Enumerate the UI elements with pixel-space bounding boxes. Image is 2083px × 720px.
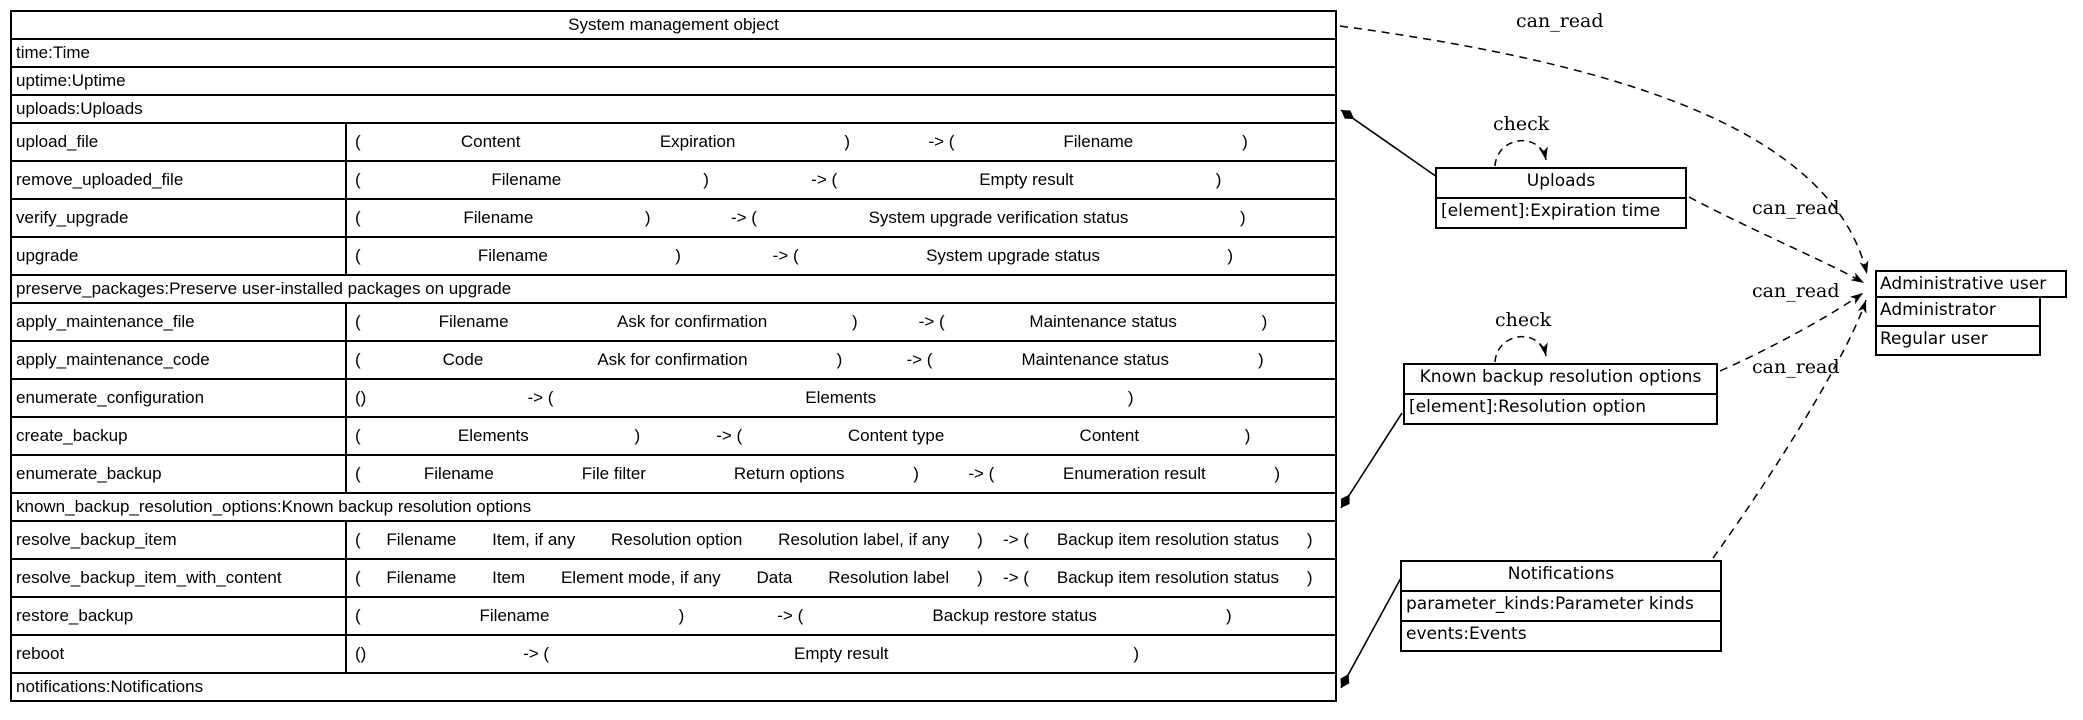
method-signature-cell: [347, 238, 1335, 274]
signature-spacer: [1227, 636, 1335, 672]
method-name-cell: apply_maintenance_code: [12, 342, 347, 378]
method-signature-cell: [347, 200, 1335, 236]
signature-token: (): [355, 644, 367, 663]
signature-token: ): [851, 312, 858, 331]
signature-token: ): [1261, 312, 1268, 331]
notifications-box: [1400, 560, 1722, 652]
signature-token: ): [1227, 246, 1234, 265]
attribute-row: [12, 672, 1335, 700]
signature-spacer: [1323, 522, 1335, 558]
signature-token: Empty result: [979, 170, 1074, 189]
method-signature-cell: [347, 636, 1335, 672]
method-row: [12, 416, 1335, 454]
signature-token: Item, if any: [492, 530, 576, 549]
attribute-row: [12, 492, 1335, 520]
check-self-loop-uploads: [1495, 141, 1546, 166]
signature-token: -> (: [716, 426, 743, 445]
method-name-cell: resolve_backup_item: [12, 522, 347, 558]
signature-token: System upgrade status: [926, 246, 1100, 265]
signature-token: -> (: [777, 606, 804, 625]
composition-edge-uploads: [1341, 110, 1437, 177]
signature-spacer: [1289, 418, 1336, 454]
signature-token: ): [1240, 208, 1246, 227]
signature-token: ): [678, 606, 685, 625]
method-signature-cell: [347, 124, 1335, 160]
signature-token: (: [355, 170, 361, 189]
attribute-text: time:Time: [16, 43, 90, 62]
node-title: Notifications: [1402, 562, 1720, 592]
method-signature-cell: [347, 456, 1335, 492]
signature-spacer: [1224, 380, 1335, 416]
signature-token: (: [355, 208, 361, 227]
edge-label-can-read: can_read: [1516, 10, 1604, 32]
method-signature-cell: [347, 380, 1335, 416]
signature-token: -> (: [527, 388, 554, 407]
edge-label-check: check: [1493, 113, 1550, 135]
method-row: [12, 596, 1335, 634]
signature-token: Filename: [386, 530, 457, 549]
signature-token: ): [1242, 132, 1248, 151]
signature-token: Filename: [477, 246, 548, 265]
method-name-cell: apply_maintenance_file: [12, 304, 347, 340]
signature-token: ): [1127, 388, 1134, 407]
main-class-rows: [12, 38, 1335, 700]
method-name-cell: verify_upgrade: [12, 200, 347, 236]
signature-token: Filename: [463, 208, 534, 227]
method-signature-cell: [347, 522, 1335, 558]
signature-token: (): [355, 388, 367, 407]
method-name-cell: reboot: [12, 636, 347, 672]
signature-token: Backup restore status: [932, 606, 1097, 625]
method-name-cell: enumerate_configuration: [12, 380, 347, 416]
signature-token: Maintenance status: [1029, 312, 1177, 331]
can-read-edge-notifications: [1713, 300, 1866, 558]
signature-token: ): [634, 426, 641, 445]
attribute-text: preserve_packages:Preserve user-installed packages on upgrade: [16, 279, 512, 298]
node-title: Known backup resolution options: [1405, 365, 1716, 395]
signature-token: File filter: [581, 464, 646, 483]
signature-token: ): [836, 350, 843, 369]
signature-token: Filename: [423, 464, 494, 483]
signature-token: ): [1215, 170, 1222, 189]
signature-token: Content type: [847, 426, 945, 445]
signature-spacer: [1296, 342, 1335, 378]
edge-label-can-read: can_read: [1752, 356, 1840, 378]
method-name-cell: restore_backup: [12, 598, 347, 634]
signature-token: Filename: [1063, 132, 1134, 151]
signature-token: Empty result: [793, 644, 889, 663]
method-signature-cell: [347, 162, 1335, 198]
method-name-cell: upload_file: [12, 124, 347, 160]
attribute-text: known_backup_resolution_options:Known backup resolution options: [16, 497, 532, 516]
signature-token: Content: [460, 132, 521, 151]
signature-token: (: [355, 312, 361, 331]
method-row: [12, 378, 1335, 416]
method-row: [12, 454, 1335, 492]
signature-token: (: [355, 530, 361, 549]
method-signature-cell: [347, 560, 1335, 596]
signature-token: ): [675, 246, 681, 265]
signature-token: Return options: [733, 464, 845, 483]
node-row: Administrator: [1877, 298, 2039, 327]
signature-token: ): [644, 208, 651, 227]
signature-token: ): [1306, 530, 1313, 549]
signature-token: -> (: [772, 246, 799, 265]
signature-token: Resolution label: [828, 568, 950, 587]
signature-token: (: [355, 464, 361, 483]
node-title: Uploads: [1437, 169, 1685, 199]
node-title: Administrative user: [1875, 270, 2067, 298]
check-self-loop-known-backup-resolution-options: [1495, 337, 1546, 362]
known-backup-resolution-options-box: [1403, 363, 1718, 425]
node-row: parameter_kinds:Parameter kinds: [1402, 592, 1720, 622]
signature-token: Filename: [479, 606, 550, 625]
signature-token: Filename: [438, 312, 509, 331]
signature-spacer: [1287, 124, 1335, 160]
signature-token: ): [844, 132, 851, 151]
method-row: [12, 520, 1335, 558]
uploads-box: [1435, 167, 1687, 229]
signature-token: Code: [442, 350, 484, 369]
composition-edge-notifications: [1341, 578, 1401, 688]
attribute-text: notifications:Notifications: [16, 677, 204, 696]
signature-token: Elements: [805, 388, 877, 407]
attribute-text: uploads:Uploads: [16, 99, 143, 118]
method-row: [12, 236, 1335, 274]
signature-token: -> (: [968, 464, 995, 483]
system-management-object-box: [10, 10, 1337, 702]
attribute-row: [12, 274, 1335, 302]
signature-token: Ask for confirmation: [597, 350, 748, 369]
signature-token: ): [977, 530, 983, 549]
signature-token: Content: [1079, 426, 1140, 445]
attribute-row: [12, 38, 1335, 66]
method-row: [12, 198, 1335, 236]
attribute-row: [12, 94, 1335, 122]
node-row: Regular user: [1880, 329, 1988, 349]
signature-spacer: [1278, 598, 1335, 634]
signature-token: Element mode, if any: [560, 568, 721, 587]
signature-token: ): [1226, 606, 1232, 625]
signature-token: ): [1274, 464, 1281, 483]
method-row: [12, 634, 1335, 672]
method-signature-cell: [347, 342, 1335, 378]
signature-token: -> (: [523, 644, 550, 663]
can-read-edge-system-management-object: [1340, 26, 1867, 274]
signature-token: Data: [756, 568, 793, 587]
signature-token: Enumeration result: [1063, 464, 1206, 483]
signature-token: -> (: [928, 132, 955, 151]
signature-token: Filename: [491, 170, 562, 189]
attribute-text: uptime:Uptime: [16, 71, 126, 90]
method-name-cell: create_backup: [12, 418, 347, 454]
administrative-user-box: [1875, 270, 2067, 356]
signature-spacer: [1272, 162, 1334, 198]
signature-token: (: [355, 426, 361, 445]
signature-token: ): [703, 170, 709, 189]
signature-token: System upgrade verification status: [868, 208, 1129, 227]
method-row: [12, 160, 1335, 198]
edge-label-check: check: [1495, 309, 1552, 331]
node-row: events:Events: [1406, 624, 1527, 644]
signature-token: -> (: [730, 208, 757, 227]
method-name-cell: upgrade: [12, 238, 347, 274]
class-title: System management object: [568, 15, 779, 34]
signature-token: ): [1133, 644, 1140, 663]
signature-token: (: [355, 132, 361, 151]
node-row: [element]:Expiration time: [1441, 201, 1661, 221]
method-row: [12, 558, 1335, 596]
signature-token: (: [355, 606, 361, 625]
signature-token: Backup item resolution status: [1056, 530, 1279, 549]
signature-token: ): [1244, 426, 1251, 445]
signature-token: Resolution label, if any: [778, 530, 950, 549]
signature-token: (: [355, 246, 361, 265]
signature-token: Filename: [386, 568, 457, 587]
signature-spacer: [1298, 304, 1335, 340]
method-signature-cell: [347, 304, 1335, 340]
method-name-cell: enumerate_backup: [12, 456, 347, 492]
method-row: [12, 302, 1335, 340]
signature-token: -> (: [811, 170, 838, 189]
signature-token: -> (: [918, 312, 945, 331]
method-name-cell: resolve_backup_item_with_content: [12, 560, 347, 596]
admin-rows: [1875, 298, 2041, 356]
signature-token: ): [1306, 568, 1313, 587]
edge-label-can-read: can_read: [1752, 280, 1840, 302]
signature-token: -> (: [1002, 530, 1029, 549]
composition-edge-known-backup-resolution-options: [1341, 413, 1402, 508]
signature-spacer: [1286, 200, 1335, 236]
signature-token: -> (: [1002, 568, 1029, 587]
edge-label-can-read: can_read: [1752, 197, 1840, 219]
signature-token: Resolution option: [611, 530, 743, 549]
node-row: [element]:Resolution option: [1409, 397, 1647, 417]
signature-spacer: [1279, 238, 1335, 274]
method-name-cell: remove_uploaded_file: [12, 162, 347, 198]
signature-token: ): [1258, 350, 1264, 369]
signature-token: ): [977, 568, 983, 587]
signature-token: (: [355, 568, 361, 587]
signature-spacer: [1305, 456, 1335, 492]
signature-token: Maintenance status: [1021, 350, 1169, 369]
method-signature-cell: [347, 418, 1335, 454]
signature-token: Expiration: [659, 132, 736, 151]
signature-token: (: [355, 350, 361, 369]
method-signature-cell: [347, 598, 1335, 634]
signature-token: Ask for confirmation: [617, 312, 768, 331]
signature-token: -> (: [906, 350, 933, 369]
attribute-row: [12, 66, 1335, 94]
signature-token: ): [913, 464, 919, 483]
signature-token: Item: [492, 568, 526, 587]
signature-token: Elements: [457, 426, 529, 445]
method-row: [12, 122, 1335, 160]
signature-token: Backup item resolution status: [1056, 568, 1279, 587]
method-row: [12, 340, 1335, 378]
signature-spacer: [1323, 560, 1335, 596]
